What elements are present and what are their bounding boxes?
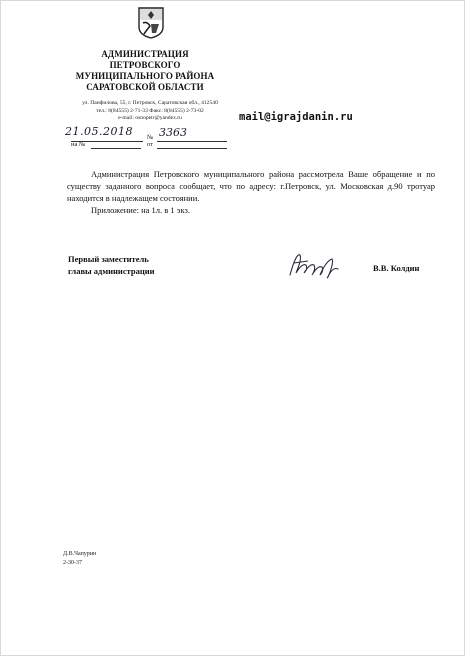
org-line: МУНИЦИПАЛЬНОГО РАЙОНА — [75, 71, 215, 81]
address-line: тел.: 8(84555) 2-71-33 Факс: 8(84555) 2-73-02 — [96, 107, 204, 114]
organization-address — [75, 100, 225, 123]
signer-title-line: главы администрации — [68, 266, 155, 276]
coat-of-arms-emblem — [138, 7, 164, 39]
ref-label: на № — [71, 141, 86, 148]
signer-name: В.В. Колдин — [373, 263, 420, 273]
signer-title — [68, 253, 155, 277]
address-line: e-mail: osnopetr@yandex.ru — [118, 115, 182, 121]
recipient-email: mail@igrajdanin.ru — [239, 111, 353, 123]
org-line: ПЕТРОВСКОГО — [109, 60, 181, 70]
handwritten-signature — [288, 249, 348, 281]
handwritten-date: 21.05.2018 — [65, 125, 133, 138]
body-paragraph: Администрация Петровского муниципального района рассмотрела Ваше обращение и по существу заданного вопроса сообщает, что по адресу: г.Петровск, ул. Московская д.90 тротуар находится в надлежащем состоянии. — [67, 169, 435, 203]
org-line: АДМИНИСТРАЦИЯ — [101, 49, 189, 59]
from-label: от — [147, 141, 154, 148]
letter-body — [67, 168, 435, 216]
organization-name — [65, 49, 225, 93]
address-line: ул. Панфилова, 55, г. Петровск, Саратовская обл., 412540 — [82, 100, 218, 106]
number-sign: № — [147, 134, 154, 141]
executor-phone: 2-30-37 — [63, 560, 82, 566]
org-line: САРАТОВСКОЙ ОБЛАСТИ — [86, 82, 204, 92]
reference-row — [71, 140, 231, 152]
executor-info — [63, 550, 96, 568]
executor-name: Д.В.Чапурин — [63, 551, 97, 557]
signer-title-line: Первый заместитель — [68, 254, 149, 264]
attachment-note: Приложение: на 1л. в 1 экз. — [91, 205, 190, 215]
handwritten-number: 3363 — [159, 126, 187, 139]
